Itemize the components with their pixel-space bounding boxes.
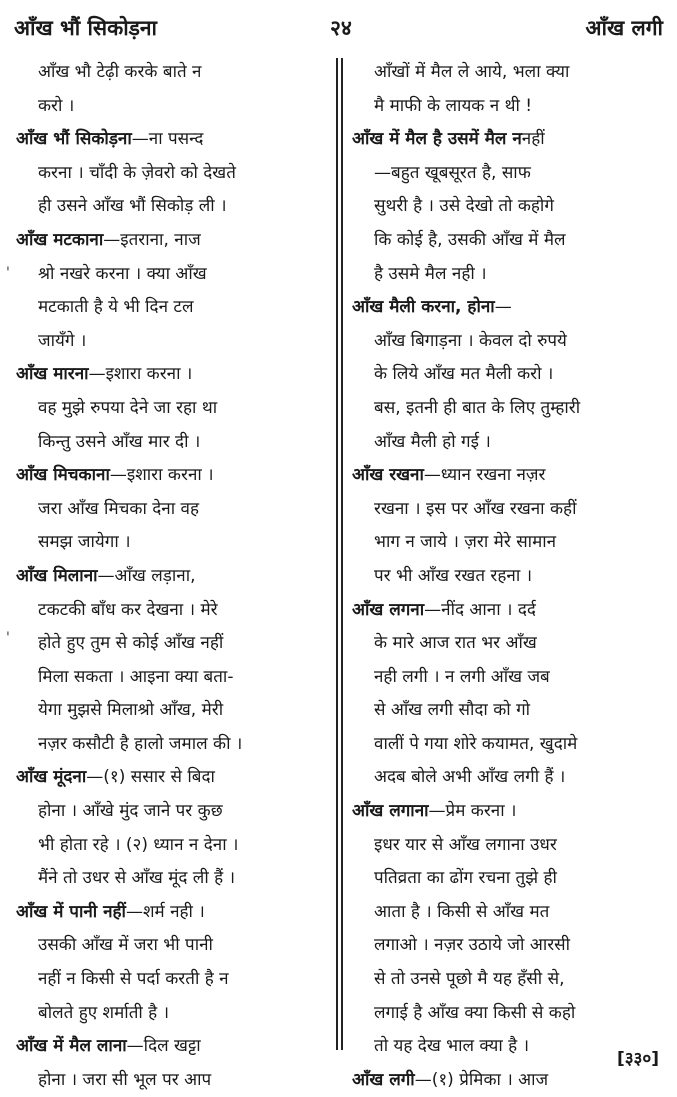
entry-text-line: जायँगे ।	[38, 330, 87, 351]
entry-headword: आँख में मैल है उसमें मैल न	[352, 129, 522, 150]
entry-first-line	[352, 291, 664, 325]
entry-text-line: लगाओ । नज़र उठाये जो आरसी	[374, 935, 571, 956]
entry-text-line: पर भी आँख रखत रहना ।	[374, 565, 533, 586]
entry-text-line: सुथरी है । उसे देखो तो कहोगे	[374, 196, 554, 217]
entry-text-line: भाग न जाये । ज़रा मेरे सामान	[374, 532, 557, 553]
right-column	[352, 56, 664, 1097]
entry-headword: आँख में मैल लाना	[16, 1036, 127, 1057]
entry-definition-text: —(१) प्रेमिका । आज	[414, 1069, 549, 1090]
entry-first-line	[16, 123, 330, 157]
entry-text-line: आँख भौ टेढ़ी करके बाते न	[38, 62, 202, 82]
entry-headword: आँख लगना	[352, 599, 425, 620]
entry-definition-text: —इशारा करना ।	[109, 465, 214, 486]
entry-headword: आँख रखना	[352, 465, 424, 486]
column-divider-right	[341, 58, 343, 1050]
dictionary-entry	[352, 594, 664, 796]
dictionary-entry	[352, 56, 664, 123]
dictionary-entry	[16, 560, 330, 762]
column-divider-left	[336, 58, 338, 1050]
dictionary-entry	[352, 291, 664, 459]
entry-text-line: आँख बिगाड़ना । केवल दो रुपये	[374, 330, 567, 351]
entry-first-line	[352, 594, 664, 628]
entry-text-line: वह मुझे रुपया देने जा रहा था	[38, 397, 218, 418]
entry-definition-text: —प्रेम करना ।	[428, 801, 517, 822]
margin-mark: '	[6, 630, 10, 646]
dictionary-entry	[352, 123, 664, 291]
entry-text-line: वालीं पे गया शोरे कयामत, खुदामे	[374, 733, 578, 754]
entry-headword: आँख में पानी नहीं	[16, 901, 126, 922]
entry-text-line: समझ जायेगा ।	[38, 532, 131, 553]
entry-definition-text: —इशारा करना ।	[88, 364, 193, 385]
entry-headword: आँख मटकाना	[16, 229, 104, 250]
entry-text-line: नहीं न किसी से पर्दा करती है न	[38, 969, 229, 990]
footer-page-number: [३३०]	[616, 1049, 659, 1069]
entry-first-line	[16, 358, 330, 392]
entry-text-line: अदब बोले अभी आँख लगी हैं ।	[374, 767, 566, 788]
entry-text-line: करो ।	[38, 95, 75, 116]
dictionary-entry	[16, 123, 330, 224]
entry-text-line: है उसमे मैल नही ।	[374, 263, 487, 284]
entry-text-line: ही उसने आँख भौं सिकोड़ ली ।	[38, 196, 227, 217]
entry-text-line: आँखों में मैल ले आये, भला क्या	[374, 62, 570, 82]
entry-headword: आँख मिलाना	[16, 565, 98, 586]
entry-text-line: होते हुए तुम से कोई आँख नहीं	[38, 633, 224, 654]
entry-text-line: आता है । किसी से आँख मत	[374, 901, 550, 922]
dictionary-entry	[16, 56, 330, 123]
entry-text-line: रखना । इस पर आँख रखना कहीं	[374, 498, 577, 519]
entry-text-line: पतिव्रता का ढोंग रचना तुझे ही	[374, 868, 557, 889]
entry-text-line: उसकी आँख में जरा भी पानी	[38, 935, 213, 956]
entry-text-line: नही लगी । न लगी आँख जब	[374, 666, 550, 687]
dictionary-entry	[16, 896, 330, 1030]
dictionary-entry	[16, 224, 330, 358]
entry-text-line: श्रो नखरे करना । क्या आँख	[38, 263, 207, 284]
entry-text-line: —बहुत खूबसूरत है, साफ	[374, 162, 531, 183]
dictionary-entry	[352, 459, 664, 593]
left-column	[16, 56, 330, 1097]
entry-text-line: जरा आँख मिचका देना वह	[38, 498, 200, 519]
entry-definition-text: —शर्म नही ।	[125, 901, 205, 922]
entry-first-line	[16, 560, 330, 594]
entry-first-line	[16, 224, 330, 258]
entry-definition-text: —	[494, 297, 512, 318]
entry-text-line: से तो उनसे पूछो मै यह हँसी से,	[374, 969, 565, 990]
entry-definition-text: —दिल खट्टा	[126, 1036, 201, 1057]
entry-text-line: मिला सकता । आइना क्या बता-	[38, 666, 234, 687]
entry-text-line: होना । जरा सी भूल पर आप	[38, 1069, 212, 1090]
entry-headword: आँख मूंदना	[16, 767, 87, 788]
entry-definition-text: —(१) ससार से बिदा	[86, 767, 215, 788]
entry-first-line	[352, 123, 664, 157]
entry-first-line	[16, 896, 330, 930]
entry-text-line: मै माफी के लायक न थी !	[374, 95, 533, 116]
entry-headword: आँख मारना	[16, 364, 89, 385]
entry-text-line: कि कोई है, उसकी आँख में मैल	[374, 229, 566, 250]
header-right-guideword: आँख लगी	[585, 16, 663, 40]
entry-first-line	[352, 795, 664, 829]
entry-text-line: करना । चाँदी के ज़ेवरो को देखते	[38, 162, 236, 183]
entry-headword: आँख भौं सिकोड़ना	[16, 129, 132, 150]
dictionary-entry	[16, 761, 330, 895]
entry-text-line: येगा मुझसे मिलाश्रो आँख, मेरी	[38, 700, 224, 721]
entry-text-line: किन्तु उसने आँख मार दी ।	[38, 431, 201, 452]
entry-definition-text: —आँख लड़ाना,	[97, 565, 196, 586]
entry-text-line: भी होता रहे । (२) ध्यान न देना ।	[38, 834, 239, 855]
entry-text-line: तो यह देख भाल क्या है ।	[374, 1036, 530, 1057]
entry-first-line	[16, 1030, 330, 1064]
entry-definition-text: नहीं	[521, 129, 545, 150]
margin-mark: '	[6, 265, 10, 281]
entry-headword: आँख मिचकाना	[16, 465, 110, 486]
entry-text-line: बस, इतनी ही बात के लिए तुम्हारी	[374, 397, 581, 418]
entry-definition-text: —नींद आना । दर्द	[424, 599, 536, 620]
entry-text-line: होना । आँखे मुंद जाने पर कुछ	[38, 801, 223, 822]
entry-text-line: लगाई है आँख क्या किसी से कहो	[374, 1002, 576, 1023]
entry-headword: आँख मैली करना, होना	[352, 297, 495, 318]
header-left-guideword: आँख भौं सिकोड़ना	[14, 16, 157, 40]
entry-text-line: मैंने तो उधर से आँख मूंद ली हैं ।	[38, 868, 236, 889]
entry-definition-text: —ध्यान रखना नज़र	[423, 465, 546, 486]
dictionary-entry	[16, 459, 330, 560]
entry-headword: आँख लगाना	[352, 801, 429, 822]
entry-definition-text: —इतराना, नाज	[103, 229, 201, 250]
dictionary-entry	[16, 1030, 330, 1097]
entry-text-line: बोलते हुए शर्माती है ।	[38, 1002, 170, 1023]
dictionary-entry	[16, 358, 330, 459]
entry-text-line: नज़र कसौटी है हालो जमाल की ।	[38, 733, 243, 754]
entry-definition-text: —ना पसन्द	[131, 129, 204, 150]
page-header	[14, 6, 663, 46]
entry-text-line: से आँख लगी सौदा को गो	[374, 700, 531, 721]
entry-text-line: टकटकी बाँध कर देखना । मेरे	[38, 599, 218, 620]
entry-text-line: के मारे आज रात भर आँख	[374, 633, 537, 654]
dictionary-entry	[352, 795, 664, 1064]
entry-first-line	[16, 459, 330, 493]
entry-text-line: आँख मैली हो गई ।	[374, 431, 491, 452]
header-page-number: २४	[330, 16, 352, 40]
entry-first-line	[352, 459, 664, 493]
entry-text-line: के लिये आँख मत मैली करो ।	[374, 364, 554, 385]
entry-text-line: मटकाती है ये भी दिन टल	[38, 297, 194, 318]
entry-headword: आँख लगी	[352, 1069, 415, 1090]
entry-first-line	[16, 761, 330, 795]
entry-text-line: इधर यार से आँख लगाना उधर	[374, 834, 557, 855]
